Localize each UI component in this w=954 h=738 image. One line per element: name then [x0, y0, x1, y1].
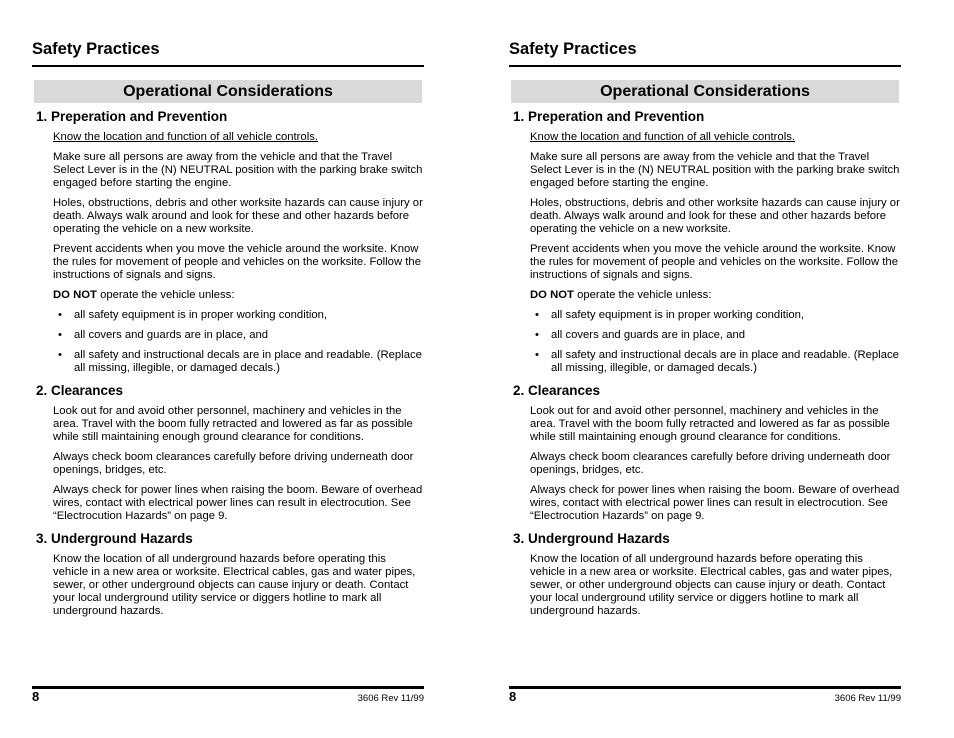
page-number: 8 [509, 689, 517, 704]
do-not-label: DO NOT [530, 289, 574, 301]
paragraph: Know the location of all underground hazards before operating this vehicle in a new area or worksite. Electrical cables, gas and water pipes, sewer, or other underground objects can cause injury or death. Contact your local underground utility service or diggers hotline to mark all underground hazards. [53, 553, 416, 617]
subsection-heading: 1. Preperation and Prevention [36, 109, 228, 124]
document-revision-code: 3606 Rev 11/99 [357, 693, 424, 704]
page-content [509, 109, 901, 625]
paragraph: Always check for power lines when raising the boom. Beware of overhead wires, contact with electrical power lines can result in electrocution. See “Electrocution Hazards” on page 9. [530, 484, 900, 522]
list-item [53, 309, 424, 322]
paragraph: Prevent accidents when you move the vehicle around the worksite. Know the rules for movement of people and vehicles on the worksite. Follow the instructions of signals and signs. [53, 243, 421, 281]
footer-rule [509, 686, 901, 689]
do-not-text: operate the vehicle unless: [96, 289, 235, 301]
section-title: Operational Considerations [34, 80, 422, 103]
paragraph: Look out for and avoid other personnel, machinery and vehicles in the area. Travel with the boom fully retracted and lowered as far as possible while still maintaining enough ground clearance for conditions. [53, 405, 413, 443]
list-item-text: all safety and instructional decals are in place and readable. (Replace all missing, illegible, or damaged decals.) [551, 349, 899, 374]
subsection-heading: 2. Clearances [36, 383, 124, 398]
do-not-statement [530, 289, 901, 302]
bullet-icon: • [535, 329, 539, 341]
list-item [530, 329, 901, 342]
bullet-icon: • [58, 309, 62, 321]
manual-page-left [32, 0, 424, 738]
subsection-heading: 3. Underground Hazards [36, 531, 193, 546]
bullet-list [53, 309, 424, 375]
paragraph: Holes, obstructions, debris and other worksite hazards can cause injury or death. Always walk around and look for these and other hazards before operating the vehicle on a new worksite. [530, 197, 900, 235]
list-item-text: all safety and instructional decals are in place and readable. (Replace all missing, illegible, or damaged decals.) [74, 349, 422, 374]
bullet-icon: • [535, 309, 539, 321]
list-item [530, 309, 901, 322]
list-item [53, 329, 424, 342]
intro-underlined-text: Know the location and function of all vehicle controls. [530, 131, 796, 143]
do-not-statement [53, 289, 424, 302]
bullet-icon: • [535, 349, 539, 361]
bullet-icon: • [58, 349, 62, 361]
paragraph: Holes, obstructions, debris and other worksite hazards can cause injury or death. Always walk around and look for these and other hazards before operating the vehicle on a new worksite. [53, 197, 423, 235]
subsection-heading: 1. Preperation and Prevention [513, 109, 705, 124]
list-item-text: all covers and guards are in place, and [74, 329, 269, 341]
paragraph: Look out for and avoid other personnel, machinery and vehicles in the area. Travel with the boom fully retracted and lowered as far as possible while still maintaining enough ground clearance for conditions. [530, 405, 890, 443]
paragraph: Always check for power lines when raising the boom. Beware of overhead wires, contact with electrical power lines can result in electrocution. See “Electrocution Hazards” on page 9. [53, 484, 423, 522]
section-title: Operational Considerations [511, 80, 899, 103]
paragraph: Make sure all persons are away from the vehicle and that the Travel Select Lever is in the (N) NEUTRAL position with the parking brake switch engaged before starting the engine. [530, 151, 900, 189]
page-content [32, 109, 424, 625]
header-title: Safety Practices [32, 40, 160, 58]
header-rule [509, 65, 901, 67]
paragraph: Always check boom clearances carefully before driving underneath door openings, bridges, etc. [530, 451, 891, 476]
header-rule [32, 65, 424, 67]
header-title: Safety Practices [509, 40, 637, 58]
paragraph: Know the location of all underground hazards before operating this vehicle in a new area or worksite. Electrical cables, gas and water pipes, sewer, or other underground objects can cause injury or death. Contact your local underground utility service or diggers hotline to mark all underground hazards. [530, 553, 893, 617]
list-item-text: all safety equipment is in proper working condition, [74, 309, 328, 321]
subsection-heading: 2. Clearances [513, 383, 601, 398]
subsection-heading: 3. Underground Hazards [513, 531, 670, 546]
footer-rule [32, 686, 424, 689]
paragraph: Prevent accidents when you move the vehicle around the worksite. Know the rules for movement of people and vehicles on the worksite. Follow the instructions of signals and signs. [530, 243, 898, 281]
list-item-text: all safety equipment is in proper working condition, [551, 309, 805, 321]
paragraph: Always check boom clearances carefully before driving underneath door openings, bridges, etc. [53, 451, 414, 476]
paragraph: Make sure all persons are away from the vehicle and that the Travel Select Lever is in the (N) NEUTRAL position with the parking brake switch engaged before starting the engine. [53, 151, 423, 189]
intro-underlined-text: Know the location and function of all vehicle controls. [53, 131, 319, 143]
bullet-list [530, 309, 901, 375]
list-item-text: all covers and guards are in place, and [551, 329, 746, 341]
document-revision-code: 3606 Rev 11/99 [834, 693, 901, 704]
page-number: 8 [32, 689, 40, 704]
list-item [530, 349, 901, 375]
do-not-text: operate the vehicle unless: [573, 289, 712, 301]
bullet-icon: • [58, 329, 62, 341]
manual-page-right [509, 0, 901, 738]
list-item [53, 349, 424, 375]
do-not-label: DO NOT [53, 289, 97, 301]
